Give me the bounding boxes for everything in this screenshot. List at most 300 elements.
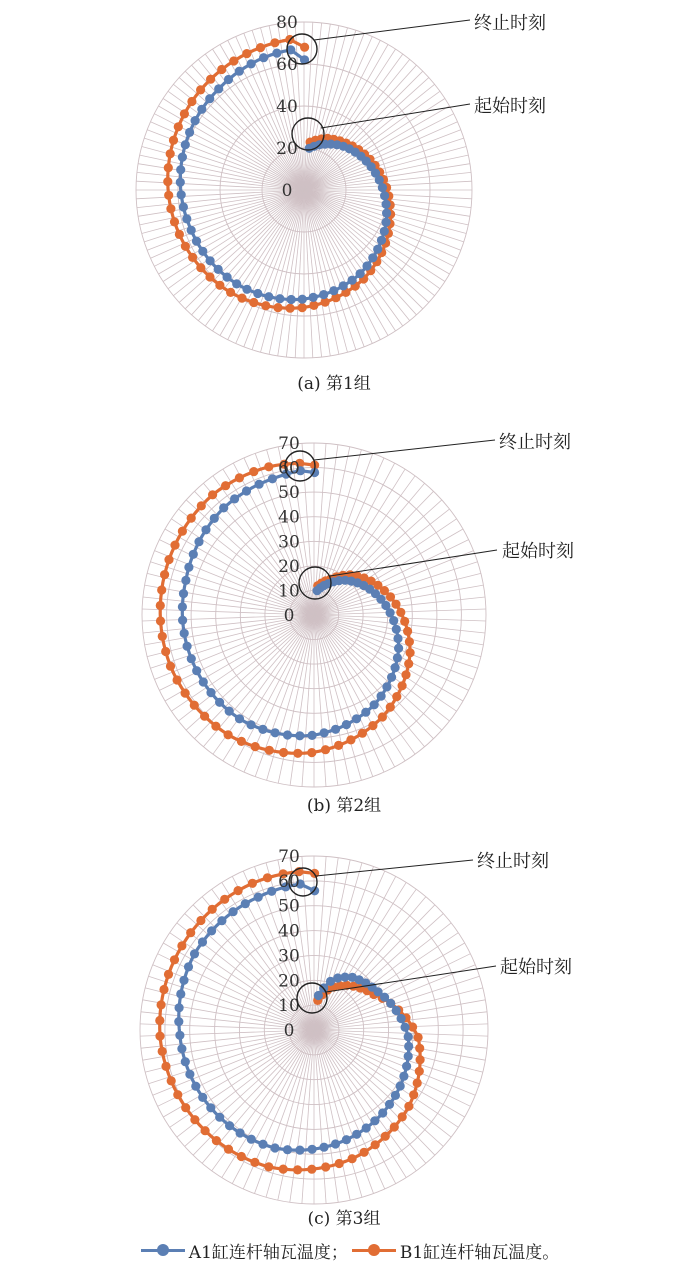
series-point — [298, 295, 307, 304]
series-point — [170, 541, 179, 550]
series-point — [380, 191, 389, 200]
series-point — [223, 273, 232, 282]
series-point — [321, 1162, 330, 1171]
series-point — [237, 737, 246, 746]
series-point — [156, 616, 165, 625]
series-point — [161, 1062, 170, 1071]
series-point — [199, 677, 208, 686]
annotation-start-label: 起始时刻 — [474, 96, 546, 117]
series-point — [184, 962, 193, 971]
series-point — [176, 165, 185, 174]
series-point — [320, 728, 329, 737]
series-point — [176, 989, 185, 998]
series-point — [242, 486, 251, 495]
series-point — [173, 675, 182, 684]
series-point — [386, 703, 395, 712]
series-point — [169, 136, 178, 145]
series-point — [258, 725, 267, 734]
series-point — [159, 985, 168, 994]
series-point — [201, 525, 210, 534]
series-point — [378, 712, 387, 721]
series-point — [342, 1135, 351, 1144]
series-point — [178, 153, 187, 162]
series-point — [352, 1130, 361, 1139]
series-point — [279, 1165, 288, 1174]
series-point — [391, 1091, 400, 1100]
series-point — [190, 701, 199, 710]
series-point — [217, 65, 226, 74]
series-point — [181, 689, 190, 698]
end-leader-line — [316, 860, 473, 876]
series-point — [235, 67, 244, 76]
series-point — [242, 285, 251, 294]
series-point — [188, 253, 197, 262]
series-point — [362, 1123, 371, 1132]
annotations — [287, 13, 546, 150]
series-point — [208, 905, 217, 914]
annotation-start-label: 起始时刻 — [502, 541, 574, 562]
series-point — [214, 84, 223, 93]
series-point — [307, 1165, 316, 1174]
series-point — [382, 218, 391, 227]
series-point — [187, 226, 196, 235]
series-point — [230, 494, 239, 503]
series-point — [187, 514, 196, 523]
series-point — [404, 1102, 413, 1111]
series-point — [404, 1042, 413, 1051]
series-point — [391, 663, 400, 672]
series-point — [382, 200, 391, 209]
series-point — [402, 1062, 411, 1071]
series-point — [286, 304, 295, 313]
grid-spoke — [314, 615, 395, 767]
series-point — [309, 301, 318, 310]
series-point — [181, 242, 190, 251]
series-point — [161, 647, 170, 656]
series-point — [160, 570, 169, 579]
radial-tick-label: 40 — [278, 507, 300, 528]
series-point — [382, 209, 391, 218]
series-point — [197, 105, 206, 114]
series-point — [416, 1055, 425, 1064]
series-point — [264, 1162, 273, 1171]
series-point — [206, 688, 215, 697]
series-point — [401, 1023, 410, 1032]
radial-tick-label: 70 — [278, 847, 300, 867]
series-point — [386, 608, 395, 617]
series-point — [155, 1016, 164, 1025]
series-point — [211, 722, 220, 731]
series-point — [181, 140, 190, 149]
series-point — [356, 269, 365, 278]
series-point — [198, 247, 207, 256]
radial-tick-label: 0 — [281, 181, 293, 201]
series-point — [370, 700, 379, 709]
end-leader-line — [314, 20, 470, 40]
series-point — [229, 56, 238, 65]
series-point — [390, 1122, 399, 1131]
radial-tick-label: 70 — [278, 434, 300, 454]
series-point — [163, 177, 172, 186]
series-point — [265, 746, 274, 755]
series-point — [207, 926, 216, 935]
series-point — [263, 873, 272, 882]
series-point — [403, 627, 412, 636]
series-point — [319, 290, 328, 299]
series-point — [377, 692, 386, 701]
annotation-end-label: 终止时刻 — [499, 432, 571, 453]
series-point — [392, 692, 401, 701]
series-point — [178, 527, 187, 536]
series-point — [225, 707, 234, 716]
panel-caption: (a) 第1组 — [297, 374, 371, 394]
grid-spoke — [290, 615, 314, 785]
series-point — [329, 286, 338, 295]
legend-label-a: A1缸连杆轴瓦温度； — [188, 1242, 348, 1263]
series-point — [192, 666, 201, 675]
grid-spoke — [314, 483, 425, 615]
series-point — [295, 1146, 304, 1155]
series-point — [377, 236, 386, 245]
series-point — [309, 293, 318, 302]
series-point — [194, 537, 203, 546]
series-point — [398, 1112, 407, 1121]
series-point — [389, 616, 398, 625]
series-point — [241, 899, 250, 908]
radial-tick-label: 50 — [278, 896, 300, 917]
radial-tick-label: 30 — [278, 946, 300, 967]
series-point — [166, 204, 175, 213]
series-point — [413, 1078, 422, 1087]
series-point — [373, 245, 382, 254]
series-point — [386, 592, 395, 601]
radial-tick-label: 20 — [276, 139, 298, 159]
radar-panel-1 — [136, 13, 546, 394]
series-point — [370, 1116, 379, 1125]
series-point — [249, 467, 258, 476]
series-point — [179, 976, 188, 985]
panel-caption: (b) 第2组 — [306, 796, 382, 816]
grid-spoke — [314, 1030, 475, 1095]
series-point — [334, 741, 343, 750]
series-point — [237, 1152, 246, 1161]
series-point — [196, 263, 205, 272]
series-point — [234, 886, 243, 895]
series-point — [275, 294, 284, 303]
series-point — [406, 648, 415, 657]
series-point — [190, 949, 199, 958]
legend-entry-b — [352, 1238, 559, 1263]
series-point — [358, 729, 367, 738]
series-point — [405, 637, 414, 646]
series-point — [183, 642, 192, 651]
series-point — [170, 217, 179, 226]
series-point — [404, 1052, 413, 1061]
series-point — [164, 970, 173, 979]
radial-tick-label: 20 — [278, 971, 300, 992]
series-point — [191, 1082, 200, 1091]
series-point — [182, 214, 191, 223]
series-point — [381, 1132, 390, 1141]
series-point — [398, 681, 407, 690]
grid-spoke — [314, 615, 326, 787]
series-point — [215, 1113, 224, 1122]
series-point — [342, 720, 351, 729]
series-point — [392, 625, 401, 634]
series-point — [190, 1115, 199, 1124]
legend-swatch-a — [141, 1244, 185, 1256]
grid-spoke — [314, 1030, 451, 1137]
radial-tick-label: 10 — [278, 581, 300, 602]
series-point — [181, 1057, 190, 1066]
series-point — [184, 563, 193, 572]
series-point — [197, 501, 206, 510]
grid-spoke — [290, 1030, 314, 1202]
series-point — [250, 1158, 259, 1167]
series-point — [396, 1081, 405, 1090]
series-point — [270, 1143, 279, 1152]
series-point — [397, 1014, 406, 1023]
series-point — [339, 281, 348, 290]
series-point — [181, 576, 190, 585]
series-point — [371, 1140, 380, 1149]
series-point — [192, 237, 201, 246]
radial-tick-label: 40 — [278, 921, 300, 942]
series-point — [219, 503, 228, 512]
series-point — [255, 480, 264, 489]
series-point — [186, 928, 195, 937]
series-point — [178, 602, 187, 611]
series-point — [249, 298, 258, 307]
series-point — [158, 1047, 167, 1056]
series-point — [380, 227, 389, 236]
series-point — [175, 1031, 184, 1040]
series-point — [400, 617, 409, 626]
series-point — [298, 303, 307, 312]
series-point — [409, 1090, 418, 1099]
series-point — [235, 714, 244, 723]
radial-tick-label: 60 — [276, 55, 298, 75]
series-point — [229, 907, 238, 916]
grid-spoke — [302, 1030, 314, 1204]
series-point — [225, 1121, 234, 1130]
series-point — [293, 749, 302, 758]
series-point — [259, 53, 268, 62]
series-point — [378, 1108, 387, 1117]
series-point — [205, 94, 214, 103]
series-point — [308, 731, 317, 740]
series-point — [174, 122, 183, 131]
series-point — [382, 682, 391, 691]
series-point — [394, 644, 403, 653]
series-point — [215, 698, 224, 707]
legend-swatch-b — [352, 1244, 396, 1256]
series-point — [348, 276, 357, 285]
series-point — [270, 38, 279, 47]
series-point — [393, 653, 402, 662]
grid-spoke — [232, 1030, 314, 1184]
series-point — [226, 288, 235, 297]
series-point — [261, 301, 270, 310]
series-point — [247, 59, 256, 68]
series-point — [180, 629, 189, 638]
series-point — [179, 589, 188, 598]
series-point — [164, 163, 173, 172]
series-point — [314, 991, 323, 1000]
series-point — [196, 85, 205, 94]
series-point — [362, 261, 371, 270]
panel-caption: (c) 第3组 — [307, 1209, 381, 1229]
grid-spoke — [314, 897, 426, 1030]
series-point — [158, 632, 167, 641]
series-point — [166, 662, 175, 671]
series-point — [283, 1145, 292, 1154]
series-point — [212, 1136, 221, 1145]
series-point — [331, 725, 340, 734]
radar-panel-2 — [142, 432, 574, 816]
series-point — [166, 149, 175, 158]
series-point — [415, 1044, 424, 1053]
series-point — [177, 941, 186, 950]
series-point — [178, 616, 187, 625]
series-point — [368, 721, 377, 730]
series-point — [177, 1044, 186, 1053]
radial-tick-label: 30 — [278, 532, 300, 553]
series-point — [391, 600, 400, 609]
series-point — [308, 1145, 317, 1154]
series-point — [167, 1076, 176, 1085]
series-point — [378, 183, 387, 192]
radial-tick-label: 0 — [283, 1021, 295, 1041]
radial-tick-label: 10 — [278, 996, 300, 1017]
series-point — [248, 879, 257, 888]
series-point — [258, 1140, 267, 1149]
series-point — [200, 712, 209, 721]
series-point — [164, 555, 173, 564]
series-point — [253, 289, 262, 298]
series-point — [205, 272, 214, 281]
series-point — [254, 893, 263, 902]
series-point — [335, 1159, 344, 1168]
series-point — [224, 730, 233, 739]
series-point — [173, 1090, 182, 1099]
series-point — [164, 191, 173, 200]
grid-spoke — [314, 615, 338, 785]
radial-tick-label: 0 — [283, 606, 295, 626]
series-point — [352, 714, 361, 723]
radar-panel-3 — [140, 847, 572, 1229]
series-point — [206, 75, 215, 84]
series-point — [287, 295, 296, 304]
series-point — [300, 43, 309, 52]
radial-tick-label: 40 — [276, 97, 298, 117]
series-point — [256, 43, 265, 52]
radial-tick-label: 80 — [276, 13, 298, 33]
series-point — [392, 1006, 401, 1015]
series-point — [177, 190, 186, 199]
series-point — [404, 659, 413, 668]
series-point — [414, 1033, 423, 1042]
series-point — [180, 109, 189, 118]
series-point — [187, 654, 196, 663]
end-leader-line — [314, 440, 495, 460]
series-point — [237, 294, 246, 303]
series-point — [217, 916, 226, 925]
series-point — [155, 1032, 164, 1041]
legend-entry-a — [141, 1238, 348, 1263]
series-point — [331, 1139, 340, 1148]
legend-label-b: B1缸连杆轴瓦温度。 — [399, 1242, 560, 1263]
series-point — [361, 708, 370, 717]
series-point — [385, 1100, 394, 1109]
annotation-start-label: 起始时刻 — [500, 957, 572, 978]
series-point — [273, 303, 282, 312]
grid-spoke — [314, 1030, 483, 1072]
series-point — [321, 745, 330, 754]
series-point — [206, 256, 215, 265]
series-point — [393, 634, 402, 643]
series-point — [293, 1165, 302, 1174]
series-point — [179, 202, 188, 211]
series-point — [307, 748, 316, 757]
series-point — [295, 731, 304, 740]
series-point — [224, 1145, 233, 1154]
series-point — [404, 1032, 413, 1041]
grid-spoke — [314, 615, 450, 721]
series-point — [242, 49, 251, 58]
series-point — [360, 1148, 369, 1157]
series-point — [221, 481, 230, 490]
series-point — [176, 178, 185, 187]
series-point — [264, 292, 273, 301]
series-point — [170, 955, 179, 964]
series-point — [185, 128, 194, 137]
annotation-end-label: 终止时刻 — [474, 13, 546, 34]
radial-tick-label: 50 — [278, 483, 300, 504]
series-point — [387, 673, 396, 682]
series-point — [157, 585, 166, 594]
radial-tick-labels — [278, 434, 300, 626]
series-point — [215, 281, 224, 290]
legend — [0, 1228, 700, 1272]
series-point — [399, 1072, 408, 1081]
series-point — [220, 895, 229, 904]
grid-spoke — [314, 1030, 338, 1202]
series-point — [156, 601, 165, 610]
series-point — [210, 514, 219, 523]
series-point — [268, 474, 277, 483]
series-point — [271, 728, 280, 737]
series-point — [175, 1003, 184, 1012]
series-point — [157, 1000, 166, 1009]
series-point — [368, 253, 377, 262]
series-point — [224, 75, 233, 84]
series-point — [206, 1103, 215, 1112]
series-point — [175, 230, 184, 239]
series-point — [191, 116, 200, 125]
grid-spoke — [314, 876, 396, 1030]
series-point — [198, 937, 207, 946]
series-point — [235, 473, 244, 482]
series-point — [189, 550, 198, 559]
series-point — [187, 97, 196, 106]
series-point — [348, 1154, 357, 1163]
radial-tick-label: 20 — [278, 556, 300, 577]
series-point — [181, 1103, 190, 1112]
series-point — [246, 720, 255, 729]
series-point — [279, 748, 288, 757]
grid-spoke — [314, 1030, 326, 1204]
